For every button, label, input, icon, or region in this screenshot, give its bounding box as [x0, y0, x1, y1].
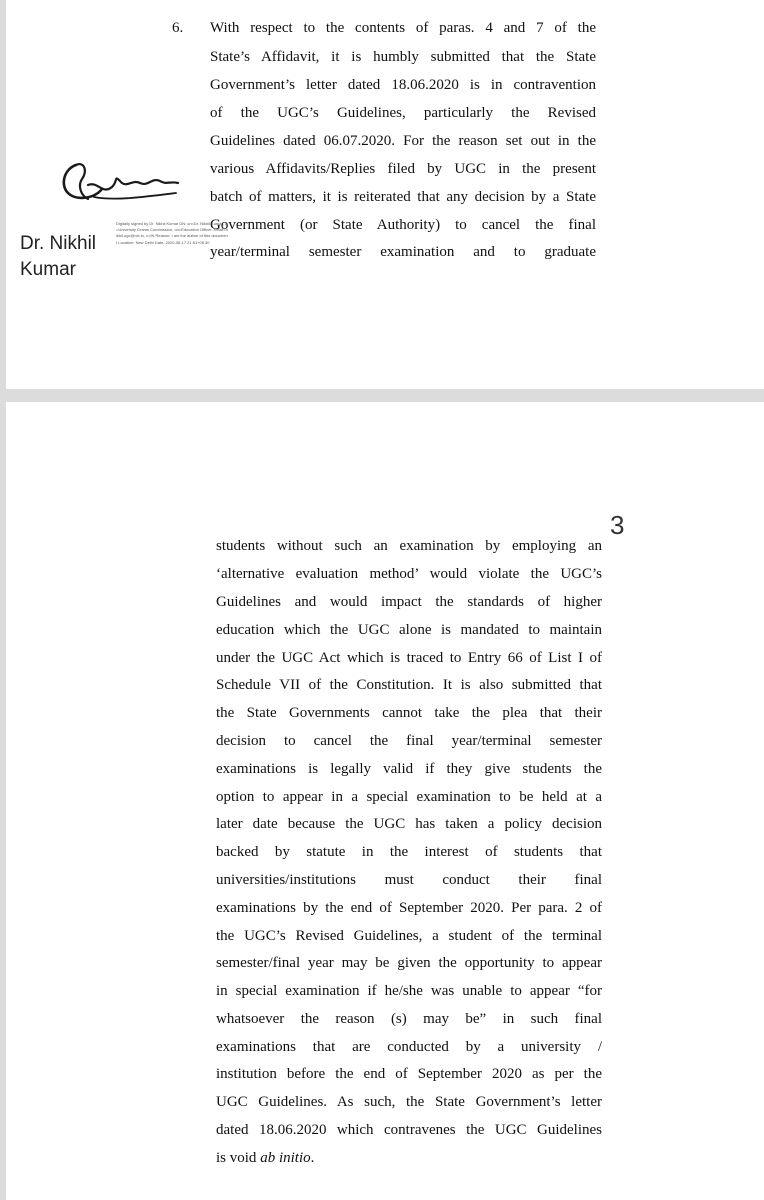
text-line: whatsoever the reason (s) may be” in such final — [216, 1011, 602, 1027]
text-line: decision to cancel the final year/terminal semester — [216, 733, 602, 749]
text-line: examinations is legally valid if they give students the — [216, 761, 602, 777]
signer-name — [20, 231, 115, 283]
text-line: option to appear in a special examination to be held at a — [216, 789, 602, 805]
text-line: year/terminal semester examination and to graduate — [210, 244, 596, 260]
text-line: Schedule VII of the Constitution. It is also submitted that — [216, 677, 602, 693]
text-line: examinations by the end of September 2020. Per para. 2 of — [216, 900, 602, 916]
text-line: various Affidavits/Replies filed by UGC in the present — [210, 161, 596, 177]
text-line: Government (or State Authority) to cancel the final — [210, 217, 596, 233]
handwritten-page-number: 3 — [610, 510, 625, 540]
text-line: examinations that are conducted by a university / — [216, 1039, 602, 1055]
paragraph-number: 6. — [172, 20, 184, 36]
text-line: the UGC’s Revised Guidelines, a student of the terminal — [216, 928, 602, 944]
text-line: Guidelines and would impact the standards of higher — [216, 594, 602, 610]
text-line: semester/final year may be given the opportunity to appear — [216, 955, 602, 971]
text-line: State’s Affidavit, it is humbly submitted that the State — [210, 49, 596, 65]
text-line: Government’s letter dated 18.06.2020 is in contravention — [210, 77, 596, 93]
signer-name-line1: Dr. Nikhil — [20, 233, 97, 254]
digital-signature-details: Digitally signed by Dr. Nikhil Kumar DN: cn=Dr. Nikhil Kumar, o=University Grants Commission, ou=Education Officer, email=nikhil.ugc@nic.in, c=IN Reason: I am the author of this document Location: New Delhi Date: 2020-08-17 21:51+05:30 — [116, 221, 228, 245]
text-line: the State Governments cannot take the plea that their — [216, 705, 602, 721]
text-line: under the UGC Act which is traced to Entry 66 of List I of — [216, 650, 602, 666]
document-page-1 — [6, 0, 764, 389]
text-line: in special examination if he/she was unable to appear “for — [216, 983, 602, 999]
text-line: students without such an examination by employing an — [216, 538, 602, 554]
last-line-prefix: is void — [216, 1150, 261, 1166]
text-line: of the UGC’s Guidelines, particularly the Revised — [210, 105, 596, 121]
last-line-suffix: . — [310, 1150, 315, 1166]
text-line: batch of matters, it is reiterated that any decision by a State — [210, 189, 596, 205]
text-line: With respect to the contents of paras. 4 and 7 of the — [210, 20, 596, 36]
text-line: universities/institutions must conduct their final — [216, 872, 602, 888]
text-line: later date because the UGC has taken a policy decision — [216, 816, 602, 832]
text-line: ‘alternative evaluation method’ would violate the UGC’s — [216, 566, 602, 582]
text-line: education which the UGC alone is mandated to maintain — [216, 622, 602, 638]
signer-name-line2: Kumar — [20, 259, 76, 280]
text-line: institution before the end of September 2020 as per the — [216, 1066, 602, 1082]
text-line-last — [216, 1148, 602, 1168]
text-line: Guidelines dated 06.07.2020. For the reason set out in the — [210, 133, 596, 149]
text-line: UGC Guidelines. As such, the State Government’s letter — [216, 1094, 602, 1110]
last-line-italic: ab initio — [260, 1150, 311, 1166]
digital-signature-block — [20, 155, 228, 305]
text-line: backed by statute in the interest of students that — [216, 844, 602, 860]
document-page-2 — [6, 402, 764, 1200]
text-line: dated 18.06.2020 which contravenes the UGC Guidelines — [216, 1122, 602, 1138]
handwritten-signature — [54, 155, 184, 215]
